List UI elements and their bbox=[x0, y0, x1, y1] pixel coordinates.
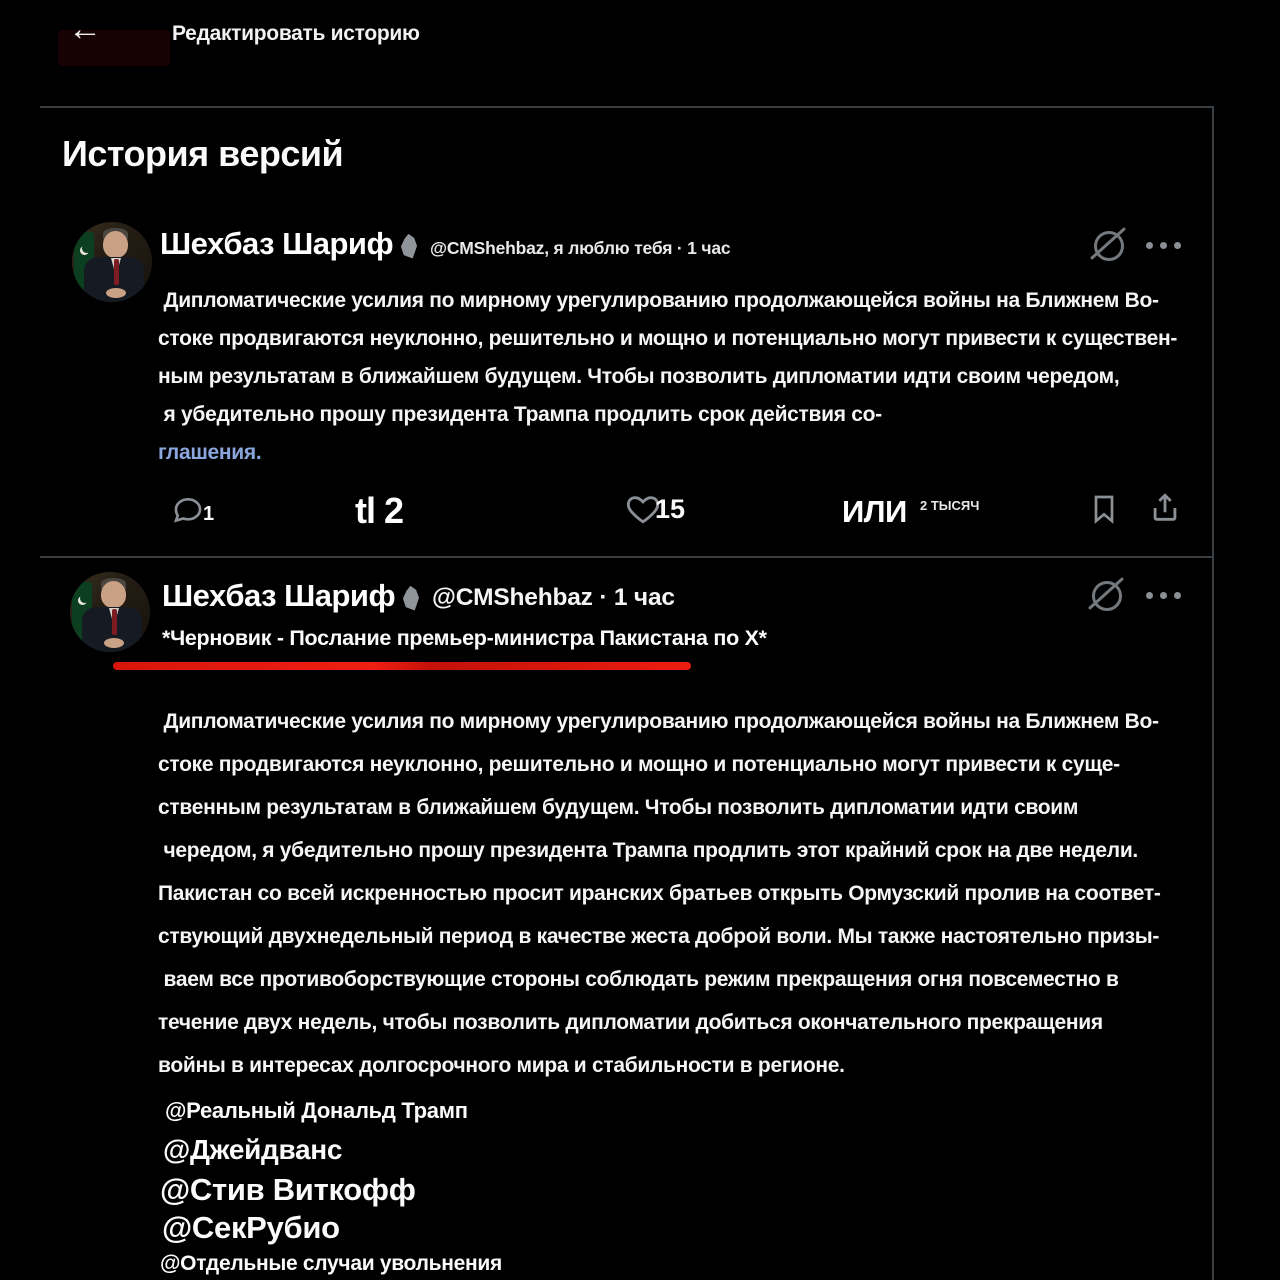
back-arrow-icon[interactable]: ← bbox=[68, 10, 102, 48]
mention-link[interactable]: @Джейдванс bbox=[163, 1134, 343, 1165]
page-title: История версий bbox=[62, 133, 344, 174]
screen-title: Редактировать историю bbox=[172, 22, 420, 45]
tweet-body-line: течение двух недель, чтобы позволить дипломатии добиться окончательного прекращения bbox=[158, 1011, 1103, 1034]
grok-analyze-icon[interactable] bbox=[1088, 578, 1124, 614]
content-right-border bbox=[1212, 106, 1214, 1280]
tweet-body-line: чередом, я убедительно прошу президента Трампа продлить этот крайний срок на две недели. bbox=[158, 839, 1138, 862]
tweet-body-line: стоке продвигаются неуклонно, решительно и мощно и потенциально могут привести к существен- bbox=[158, 327, 1178, 350]
mention-link[interactable]: @СекРубио bbox=[162, 1210, 340, 1245]
red-underline-annotation bbox=[113, 662, 691, 670]
avatar[interactable] bbox=[70, 572, 150, 652]
views-count[interactable]: ИЛИ bbox=[842, 494, 907, 529]
mention-link[interactable]: @Отдельные случаи увольнения bbox=[160, 1252, 502, 1275]
tweet-body-line: стоке продвигаются неуклонно, решительно и мощно и потенциально могут привести к суще- bbox=[158, 753, 1120, 776]
tweet-body-line: я убедительно прошу президента Трампа продлить срок действия со- bbox=[158, 403, 882, 426]
tweet-body-line: ным результатам в ближайшем будущем. Чтобы позволить дипломатии идти своим чередом, bbox=[158, 365, 1120, 388]
reply-count[interactable]: 1 bbox=[203, 503, 215, 525]
retweet-count[interactable]: tl 2 bbox=[355, 490, 404, 531]
tweet-body-line: ствующий двухнедельный период в качестве жеста доброй воли. Мы также настоятельно призы- bbox=[158, 925, 1160, 948]
tweet-body-link[interactable]: глашения. bbox=[158, 441, 262, 464]
tweet-body bbox=[158, 700, 1161, 1087]
tweet-body-line: Дипломатические усилия по мирному урегулированию продолжающейся войны на Ближнем Во- bbox=[158, 289, 1159, 312]
verified-badge-icon bbox=[399, 233, 418, 259]
mention-link[interactable]: @Реальный Дональд Трамп bbox=[165, 1098, 468, 1123]
like-count[interactable]: 15 bbox=[655, 494, 686, 524]
mention-link[interactable]: @Стив Виткофф bbox=[160, 1172, 416, 1207]
header-divider bbox=[40, 106, 1213, 108]
tweet-body-line: Пакистан со всей искренностью просит иранских братьев открыть Ормузский пролив на соответ- bbox=[158, 882, 1161, 905]
tweet-body-line: Дипломатические усилия по мирному урегулированию продолжающейся войны на Ближнем Во- bbox=[158, 710, 1159, 733]
more-icon[interactable] bbox=[1146, 592, 1181, 599]
share-icon[interactable] bbox=[1148, 490, 1182, 526]
more-icon[interactable] bbox=[1146, 242, 1181, 249]
views-unit: 2 ТЫСЯЧ bbox=[920, 498, 980, 513]
author-name[interactable]: Шехбаз Шариф bbox=[162, 578, 396, 613]
draft-label: *Черновик - Послание премьер-министра Пакистана по X* bbox=[162, 626, 767, 650]
grok-analyze-icon[interactable] bbox=[1090, 228, 1126, 264]
author-handle-time[interactable]: @CMShehbaz · 1 час bbox=[432, 584, 675, 611]
tweet-body bbox=[158, 282, 1177, 472]
tweet-divider bbox=[40, 556, 1213, 558]
tweet-body-line: ваем все противоборствующие стороны соблюдать режим прекращения огня повсеместно в bbox=[158, 968, 1119, 991]
bookmark-icon[interactable] bbox=[1088, 492, 1120, 526]
verified-badge-icon bbox=[401, 585, 420, 611]
reply-icon[interactable] bbox=[172, 494, 204, 526]
avatar[interactable] bbox=[72, 222, 152, 302]
engagement-row bbox=[0, 488, 1213, 544]
tweet-body-line: войны в интересах долгосрочного мира и стабильности в регионе. bbox=[158, 1054, 845, 1077]
author-name[interactable]: Шехбаз Шариф bbox=[160, 226, 394, 261]
author-handle-time[interactable]: @CMShehbaz, я люблю тебя · 1 час bbox=[430, 238, 731, 258]
tweet-body-line: ственным результатам в ближайшем будущем. Чтобы позволить дипломатии идти своим bbox=[158, 796, 1079, 819]
